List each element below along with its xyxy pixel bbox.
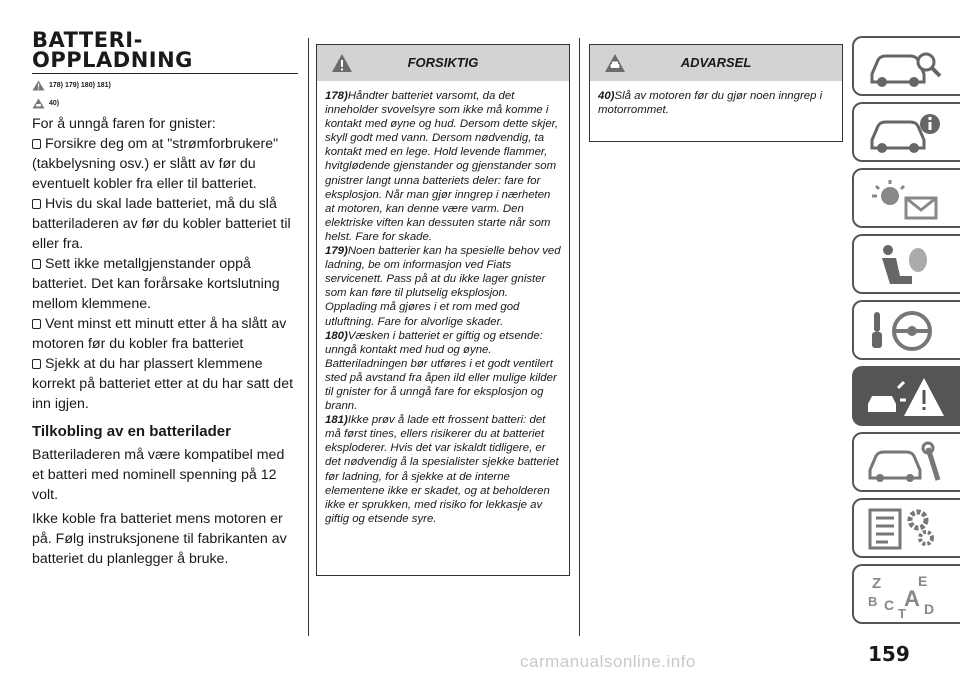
alphabet-index-icon (866, 572, 946, 618)
paragraph: Batteriladeren må være kompatibel med et batteri med nominell spenning på 12 volt. (32, 447, 285, 503)
svg-text:Z: Z (872, 575, 882, 592)
watermark: carmanualsonline.info (520, 652, 696, 671)
bullet-item: Hvis du skal lade batteriet, må du slå batteriladeren av før du kobler batteriet til eller fra. (32, 196, 291, 252)
caution-header: FORSIKTIG (317, 45, 569, 81)
bullet-item: Sjekk at du har plassert klemmene korrekt på batteriet etter at du har satt det inn igjen. (32, 356, 294, 412)
bullet-box-icon (32, 359, 41, 369)
main-column (32, 30, 298, 569)
title-rule (32, 73, 298, 74)
bullet-box-icon (32, 319, 41, 329)
tab-technical-data[interactable] (852, 498, 960, 558)
tab-maintenance[interactable] (852, 432, 960, 492)
tab-safety[interactable] (852, 234, 960, 294)
car-wrench-icon (866, 440, 946, 486)
svg-text:T: T (898, 606, 906, 618)
tab-getting-to-know-car[interactable] (852, 36, 960, 96)
caution-box (316, 44, 570, 576)
warning-car-icon (604, 52, 626, 74)
bullet-box-icon (32, 199, 41, 209)
svg-text:D: D (924, 601, 935, 617)
caution-refs: 178) 179) 180) 181) (32, 78, 298, 92)
tab-car-info[interactable] (852, 102, 960, 162)
caution-note: 180)Væsken i batteriet er giftig og etsende: unngå kontakt med hud og øyne. Batteriladningen bør utføres i et godt ventilert sted på avstand fra åpen ild eller mulige kilder til gnister for å unngå fare for eksplosjon og brann. (325, 329, 557, 413)
emergency-triangle-icon (866, 374, 946, 420)
subheading: Tilkobling av en batterilader (32, 423, 231, 440)
car-search-icon (866, 44, 946, 90)
caution-note: 181)Ikke prøv å lade ett frossent batteri: det må først tines, ellers risikerer du at batteriet eksploderer. Hvis det var iskaldt tidligere, er det nødvendig å la spesialister sjekke batteriet før ladning, for å sjekke at de interne elementene ikke er skadet, og at beholderen ikke er sprukken, med risiko for lekkasje av giftig og etsende syre. (325, 414, 559, 525)
tab-warning-lights[interactable] (852, 168, 960, 228)
bullet-box-icon (32, 139, 41, 149)
tab-starting-driving[interactable] (852, 300, 960, 360)
bullet-item: Sett ikke metallgjenstander oppå batteriet. Det kan forårsake kortslutning mellom klemmene. (32, 256, 280, 312)
body-text (32, 114, 298, 569)
paragraph: Ikke koble fra batteriet mens motoren er på. Følg instruksjonene til fabrikanten av batteriet du planlegger å bruke. (32, 511, 287, 567)
caution-icon (331, 52, 353, 74)
caution-note: 179)Noen batterier kan ha spesielle behov ved ladning, be om informasjon ved Fiats servicenett. Pass på at du ikke lager gnister som kan føre til plutselig eksplosjon. Opplading må gjøres i et rom med god utluftning. Fare for alvorlige skader. (325, 245, 561, 328)
column-divider (308, 38, 309, 636)
bullet-item: Forsikre deg om at "strømforbrukere" (takbelysning osv.) er slått av før du eventuelt kobler fra eller til batteriet. (32, 136, 279, 192)
warning-refs: 40) (32, 96, 298, 110)
svg-text:A: A (904, 586, 920, 611)
tab-index[interactable] (852, 564, 960, 624)
caution-notes (317, 81, 569, 534)
svg-text:C: C (884, 597, 895, 613)
warning-note: 40)Slå av motoren før du gjør noen inngrep i motorrommet. (598, 90, 823, 117)
warning-car-icon (32, 98, 45, 109)
car-info-icon (866, 110, 946, 156)
section-title: BATTERI- OPPLADNING (32, 28, 193, 72)
caution-note: 178)Håndter batteriet varsomt, da det inneholder svovelsyre som ikke må komme i kontakt med øyne og hud. Dersom dette skjer, skyll godt med vann. Dersom nødvendig, ta kontakt med en lege. Hold levende flammer, hvitglødende gjenstander og gjenstander som gnistrer langt unna batteriets deler: fare for eksplosjon. Når man gjør inngrep i nærheten at motoren, kan denne være varm. Den elektriske viften kan dessuten starte når som helst. Fare for skade. (325, 90, 558, 243)
key-steering-wheel-icon (866, 308, 946, 354)
svg-text:E: E (918, 573, 928, 589)
bullet-item: Vent minst ett minutt etter å ha slått av motoren før du kobler fra batteriet (32, 316, 287, 352)
warning-header: ADVARSEL (590, 45, 842, 81)
warning-lights-icon (866, 176, 946, 222)
specs-gear-icon (866, 506, 946, 552)
page-number: 159 (868, 642, 910, 666)
airbag-seat-icon (866, 242, 946, 288)
warning-box (589, 44, 843, 142)
intro-text: For å unngå faren for gnister: (32, 116, 216, 132)
bullet-box-icon (32, 259, 41, 269)
warning-notes (590, 81, 842, 125)
svg-text:B: B (868, 594, 878, 609)
caution-icon (32, 80, 45, 91)
tab-emergency[interactable] (852, 366, 960, 426)
column-divider (579, 38, 580, 636)
